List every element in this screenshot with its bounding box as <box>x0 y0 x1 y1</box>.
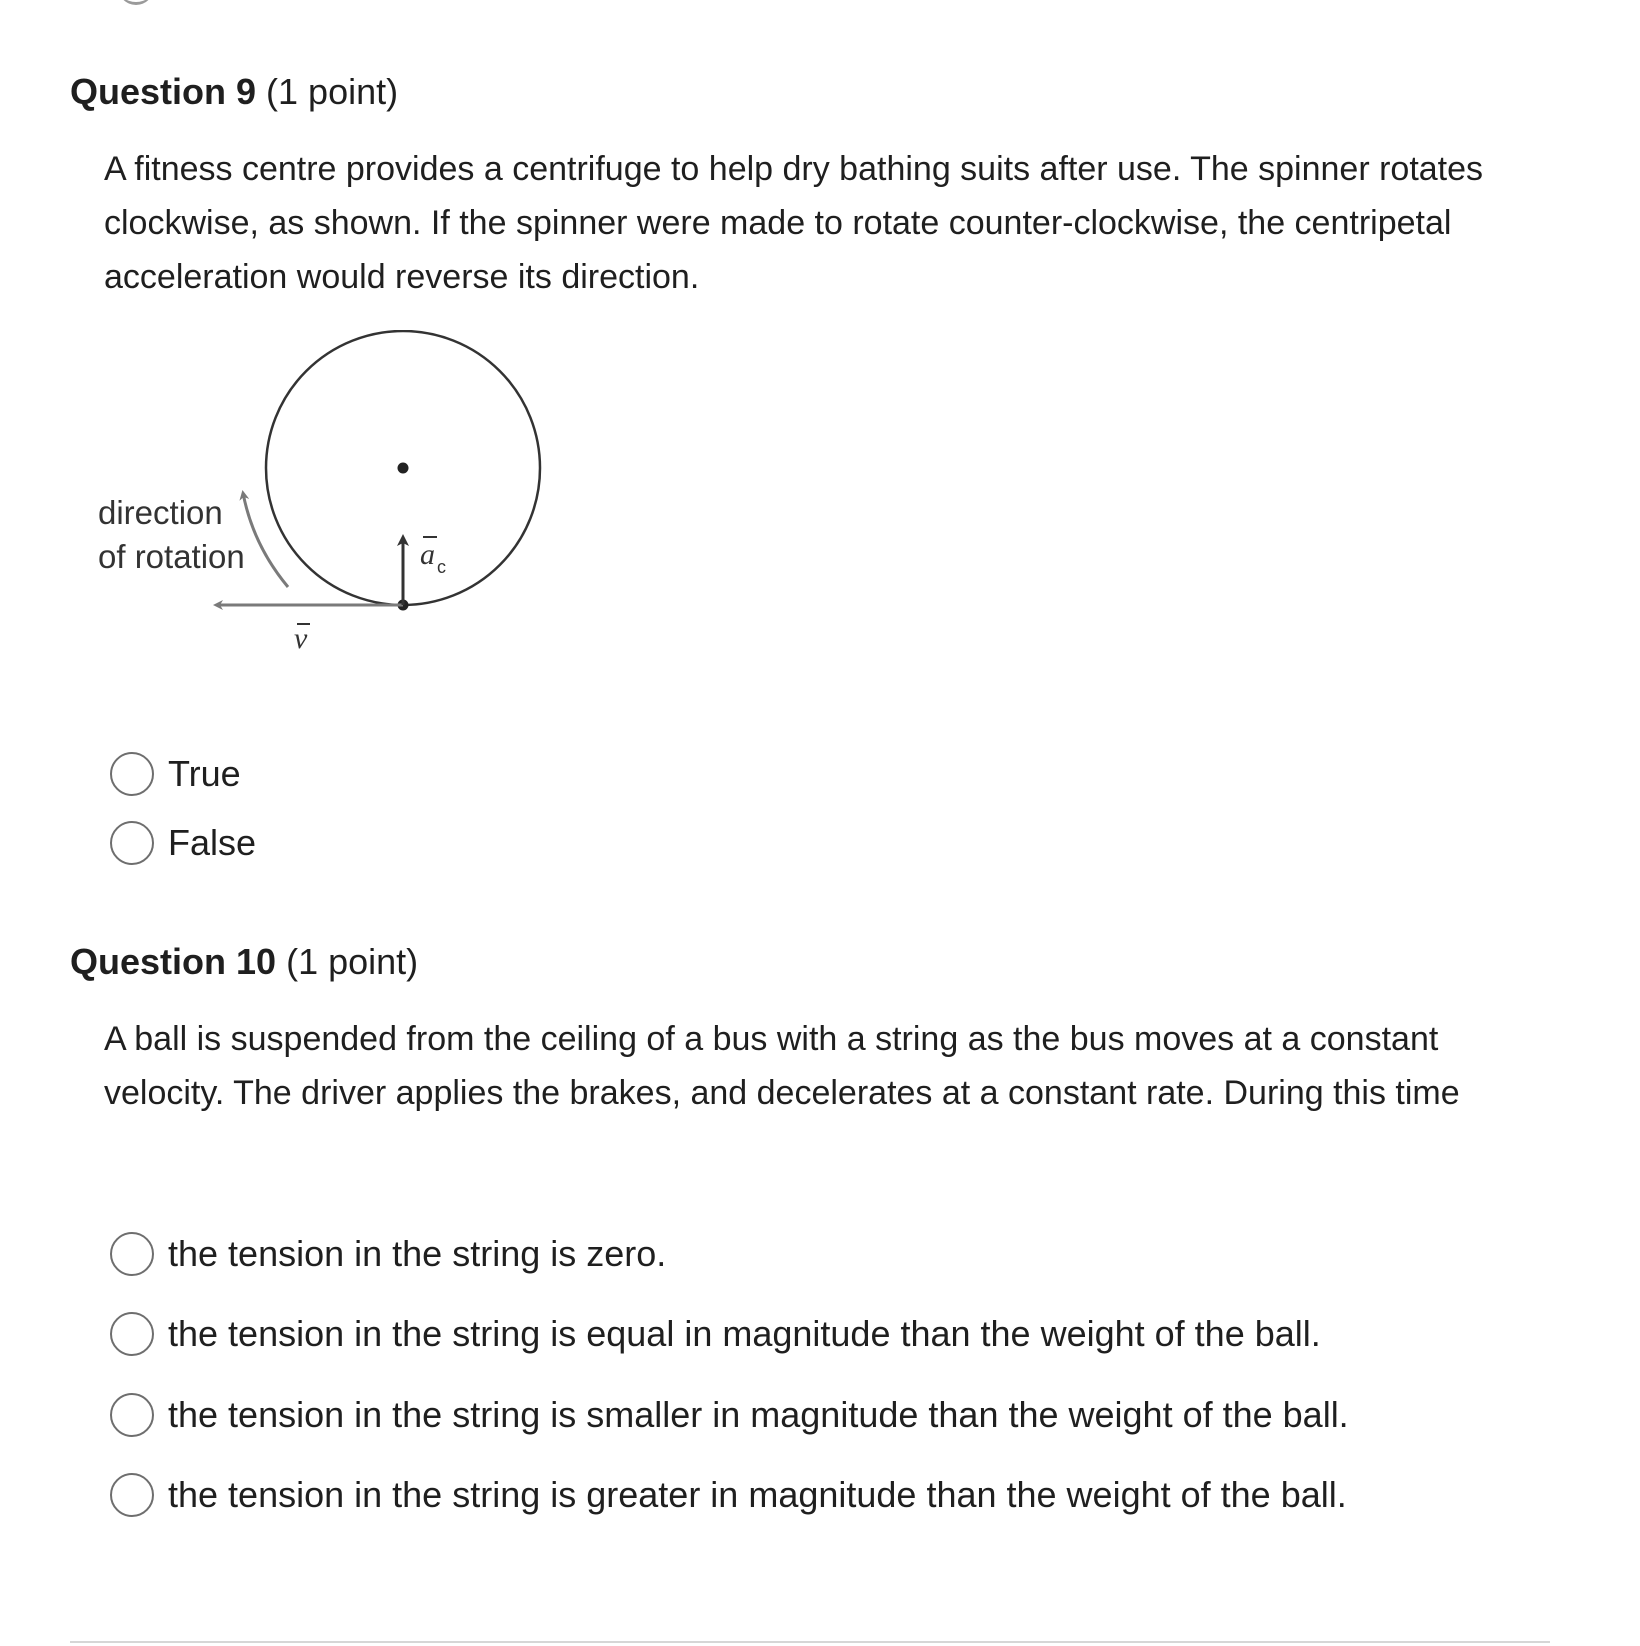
center-dot <box>398 463 409 474</box>
velocity-label: v <box>294 622 308 655</box>
question-10-header <box>70 940 1570 984</box>
question-9-header <box>70 70 1570 114</box>
question-10 <box>70 940 1570 1120</box>
rotation-label-line1: direction <box>98 494 223 531</box>
question-10-text: A ball is suspended from the ceiling of a bus with a string as the bus moves at a constant velocity. The driver applies the brakes, and decelerates at a constant rate. During this time <box>104 1020 1460 1112</box>
accel-subscript: c <box>437 557 446 577</box>
q9-option-false-label: False <box>168 822 257 863</box>
q10-option-4-radio[interactable] <box>110 1473 154 1517</box>
accel-label: a <box>420 538 435 571</box>
question-10-title: Question 10 <box>70 941 277 982</box>
centrifuge-diagram <box>98 330 578 690</box>
question-9-points: (1 point) <box>266 71 399 112</box>
question-10-points: (1 point) <box>286 941 419 982</box>
rotation-arrow <box>243 493 288 587</box>
q9-option-true-radio[interactable] <box>110 752 154 796</box>
q9-option-false-radio[interactable] <box>110 821 154 865</box>
centrifuge-svg <box>98 330 578 690</box>
q10-option-4[interactable] <box>110 1473 1347 1517</box>
rotation-label-line2: of rotation <box>98 538 245 575</box>
question-9-title: Question 9 <box>70 71 257 112</box>
q10-option-3-radio[interactable] <box>110 1393 154 1437</box>
q9-option-true[interactable] <box>110 752 241 796</box>
q10-option-3-label: the tension in the string is smaller in magnitude than the weight of the ball. <box>168 1394 1349 1435</box>
q10-option-1-label: the tension in the string is zero. <box>168 1233 667 1274</box>
q10-option-3[interactable] <box>110 1393 1349 1437</box>
q10-option-1-radio[interactable] <box>110 1232 154 1276</box>
previous-radio-edge <box>118 0 154 5</box>
bottom-divider <box>70 1641 1550 1643</box>
q10-option-2[interactable] <box>110 1312 1321 1356</box>
q10-option-2-label: the tension in the string is equal in magnitude than the weight of the ball. <box>168 1313 1321 1354</box>
q9-option-false[interactable] <box>110 821 256 865</box>
q9-option-true-label: True <box>168 753 241 794</box>
q10-option-2-radio[interactable] <box>110 1312 154 1356</box>
question-9 <box>70 70 1570 304</box>
q10-option-4-label: the tension in the string is greater in magnitude than the weight of the ball. <box>168 1474 1347 1515</box>
q10-option-1[interactable] <box>110 1232 666 1276</box>
question-9-text: A fitness centre provides a centrifuge to help dry bathing suits after use. The spinner rotates clockwise, as shown. If the spinner were made to rotate counter-clockwise, the centripetal acceleration would reverse its direction. <box>104 150 1484 296</box>
